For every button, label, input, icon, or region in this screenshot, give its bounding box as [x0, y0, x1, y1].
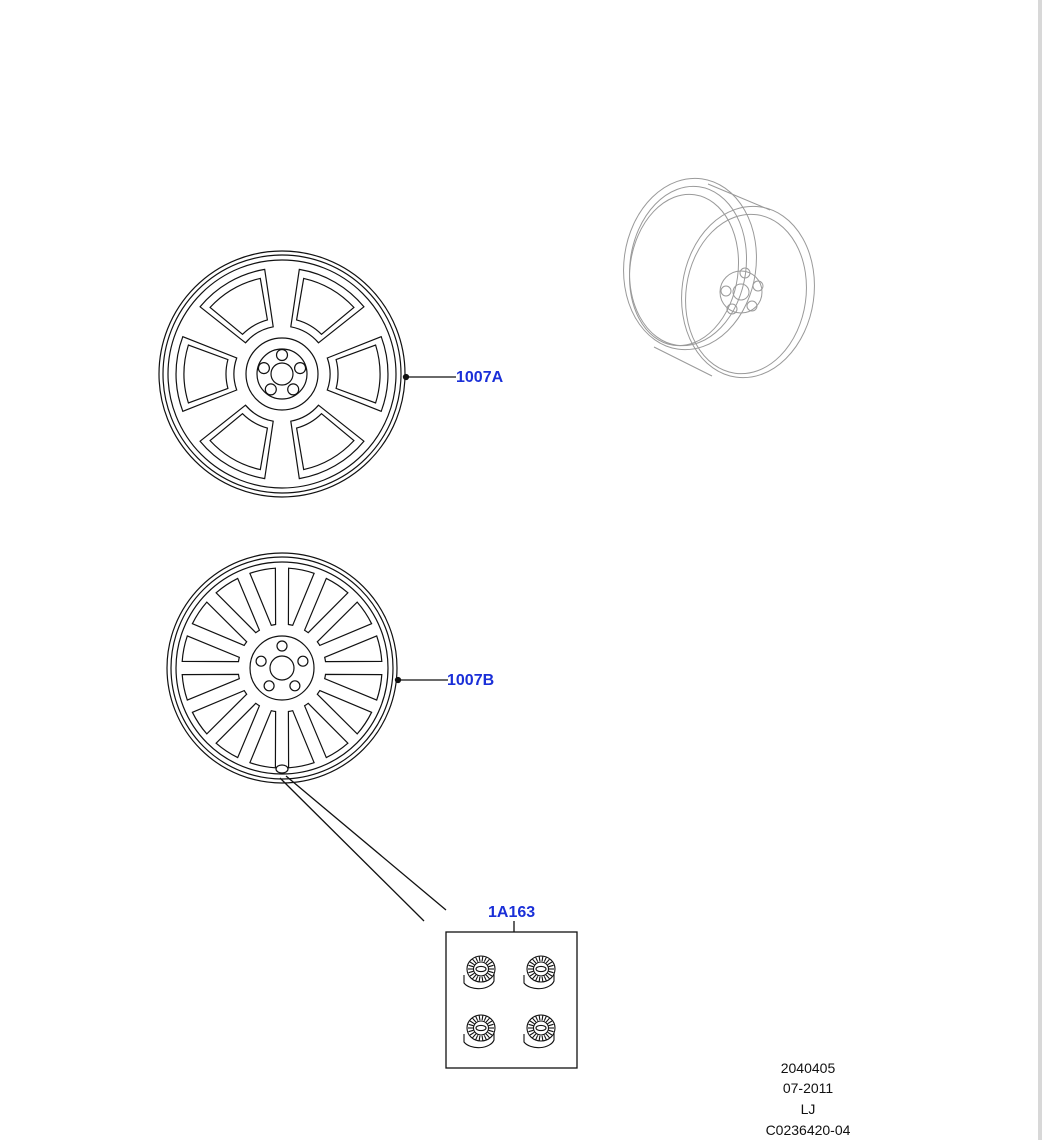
page-edge-scrollbar[interactable] — [1038, 0, 1042, 1140]
wheel-a-window-inner — [336, 345, 380, 403]
callout-1007b[interactable]: 1007B — [447, 672, 495, 689]
wheel-1007a-drawing — [159, 251, 405, 497]
wheel-a-window-inner — [297, 278, 354, 334]
locking-nut — [464, 956, 495, 989]
wheel-perspective-drawing — [613, 170, 826, 387]
wheel-b-window — [317, 691, 371, 734]
wheel-b-window — [192, 691, 246, 734]
wheel-a-lug-hole — [288, 384, 299, 395]
footer-model-code: LJ — [800, 1101, 816, 1117]
leader-lines — [280, 375, 514, 933]
wheel-a-window-inner — [297, 414, 354, 470]
footer-date: 07-2011 — [782, 1080, 834, 1096]
locking-nut — [524, 1015, 555, 1048]
wheel-b-window — [216, 578, 259, 632]
wheel-b-lug-hole — [264, 681, 274, 691]
wheel-b-window — [216, 703, 259, 757]
wheel-a-lug-hole — [258, 363, 269, 374]
wheel-a-window — [327, 337, 388, 412]
wheel-b-lug-hole — [256, 656, 266, 666]
footer-drawing-ref: C0236420-04 — [765, 1122, 851, 1138]
wheel-b-lug-hole — [277, 641, 287, 651]
wheel-1007b-drawing — [167, 553, 397, 783]
locking-nut — [524, 956, 555, 989]
footer-illustration-number: 2040405 — [780, 1060, 836, 1076]
wheel-a-lug-hole — [295, 363, 306, 374]
wheel-b-window — [305, 578, 348, 632]
callout-1007a[interactable]: 1007A — [456, 369, 504, 386]
locking-nuts-box — [446, 932, 577, 1068]
wheel-b-lug-hole — [298, 656, 308, 666]
wheel-a-window — [176, 337, 237, 412]
wheel-a-lug-hole — [265, 384, 276, 395]
wheel-b-lug-hole — [290, 681, 300, 691]
wheel-b-window — [305, 703, 348, 757]
wheel-a-lug-hole — [277, 350, 288, 361]
callout-1a163[interactable]: 1A163 — [488, 904, 536, 921]
locking-nut — [464, 1015, 495, 1048]
wheel-b-window — [192, 602, 246, 645]
wheel-a-window-inner — [210, 278, 267, 334]
wheel-b-window — [317, 602, 371, 645]
wheel-a-window-inner — [210, 414, 267, 470]
wheel-a-window-inner — [184, 345, 228, 403]
